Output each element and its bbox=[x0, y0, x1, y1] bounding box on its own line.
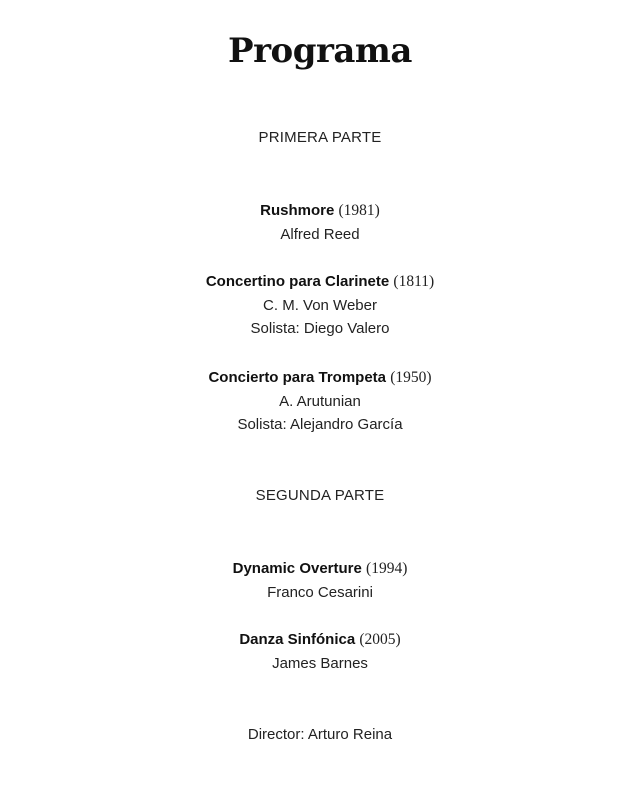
section-heading-part-two: SEGUNDA PARTE bbox=[255, 487, 385, 504]
page-title: Programa bbox=[228, 31, 412, 71]
work-year: (1981) bbox=[338, 202, 380, 219]
work-line bbox=[0, 628, 640, 652]
soloist: Solista: Alejandro García bbox=[237, 416, 403, 433]
program-item-danza-sinfonica bbox=[0, 628, 640, 675]
composer: Franco Cesarini bbox=[267, 583, 373, 601]
work-title: Dynamic Overture bbox=[232, 560, 362, 577]
composer: C. M. Von Weber bbox=[263, 296, 377, 314]
program-item-concierto bbox=[0, 366, 640, 437]
composer: A. Arutunian bbox=[279, 392, 361, 410]
program-item-rushmore bbox=[0, 199, 640, 246]
work-line bbox=[0, 557, 640, 581]
program-item-concertino bbox=[0, 270, 640, 341]
soloist: Solista: Diego Valero bbox=[250, 320, 390, 337]
director-credit: Director: Arturo Reina bbox=[247, 726, 393, 743]
work-title: Concierto para Trompeta bbox=[208, 369, 387, 386]
work-line bbox=[0, 366, 640, 390]
work-title: Rushmore bbox=[260, 202, 335, 219]
work-year: (1811) bbox=[393, 273, 435, 290]
work-year: (2005) bbox=[359, 631, 401, 648]
work-year: (1994) bbox=[366, 560, 408, 577]
work-line bbox=[0, 199, 640, 223]
work-year: (1950) bbox=[390, 369, 432, 386]
work-title: Danza Sinfónica bbox=[239, 631, 356, 648]
section-heading-part-one: PRIMERA PARTE bbox=[258, 129, 382, 146]
program-item-dynamic-overture bbox=[0, 557, 640, 604]
work-line bbox=[0, 270, 640, 294]
composer: James Barnes bbox=[272, 654, 368, 672]
work-title: Concertino para Clarinete bbox=[205, 273, 390, 290]
composer: Alfred Reed bbox=[280, 225, 360, 243]
